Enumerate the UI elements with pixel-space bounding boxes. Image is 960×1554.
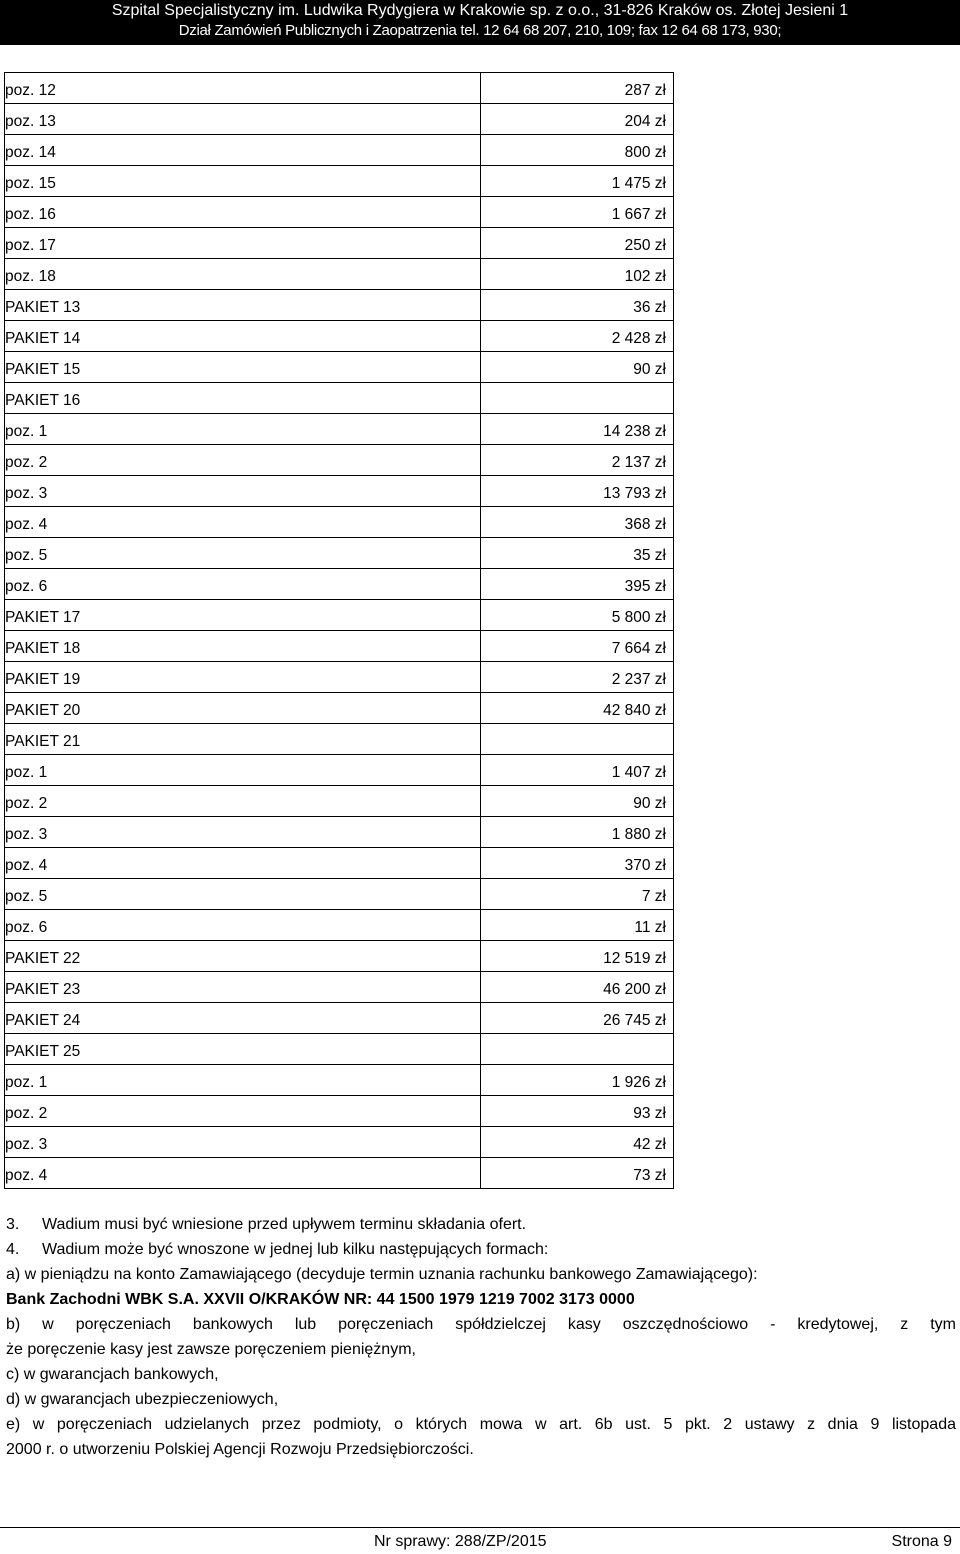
table-row (5, 631, 674, 662)
table-row (5, 104, 674, 135)
row-label-cell (5, 786, 481, 817)
row-label: PAKIET 23 (5, 981, 81, 998)
row-label: PAKIET 18 (5, 640, 81, 657)
item-e-line-1: e) w poręczeniach udzielanych przez podmioty, o których mowa w art. 6b ust. 5 pkt. 2 ustawy z dnia 9 listopada (6, 1416, 956, 1433)
row-label-cell (5, 941, 481, 972)
row-label-cell (5, 445, 481, 476)
row-label: poz. 18 (5, 268, 56, 285)
row-value: 5 800 zł (611, 609, 666, 626)
row-value-cell (481, 724, 674, 755)
row-value-cell (481, 1034, 674, 1065)
item-c: c) w gwarancjach bankowych, (6, 1366, 219, 1383)
row-label-cell (5, 693, 481, 724)
row-label: poz. 14 (5, 144, 56, 161)
row-value-cell (481, 73, 674, 104)
row-label-cell (5, 631, 481, 662)
row-value-cell (481, 290, 674, 321)
row-value: 14 238 zł (603, 423, 666, 440)
table-row (5, 786, 674, 817)
row-value-cell (481, 321, 674, 352)
table-row (5, 879, 674, 910)
table-row (5, 569, 674, 600)
row-value: 370 zł (624, 857, 666, 874)
row-value: 2 137 zł (611, 454, 666, 471)
table-row (5, 1034, 674, 1065)
row-label-cell (5, 73, 481, 104)
row-label: PAKIET 25 (5, 1043, 81, 1060)
table-row (5, 507, 674, 538)
row-value-cell (481, 786, 674, 817)
row-value-cell (481, 538, 674, 569)
row-label: poz. 17 (5, 237, 56, 254)
row-value-cell (481, 445, 674, 476)
table-row (5, 166, 674, 197)
row-label: poz. 15 (5, 175, 56, 192)
row-label-cell (5, 724, 481, 755)
row-value-cell (481, 662, 674, 693)
row-value-cell (481, 1127, 674, 1158)
row-label: poz. 2 (5, 454, 48, 471)
header-line-2: Dział Zamówień Publicznych i Zaopatrzenia tel. 12 64 68 207, 210, 109; fax 12 64 68 173, 930; (178, 22, 782, 39)
row-label-cell (5, 228, 481, 259)
row-value: 26 745 zł (603, 1012, 666, 1029)
row-value: 90 zł (633, 361, 666, 378)
table-row (5, 352, 674, 383)
row-value-cell (481, 910, 674, 941)
row-value-cell (481, 352, 674, 383)
table-row (5, 755, 674, 786)
row-label-cell (5, 910, 481, 941)
row-value: 800 zł (624, 144, 666, 161)
row-value: 1 667 zł (611, 206, 666, 223)
row-label: PAKIET 16 (5, 392, 81, 409)
row-label: PAKIET 19 (5, 671, 81, 688)
row-label: PAKIET 13 (5, 299, 81, 316)
table-row (5, 383, 674, 414)
row-value: 2 237 zł (611, 671, 666, 688)
wadium-table (4, 72, 674, 1189)
row-value: 204 zł (624, 113, 666, 130)
row-value-cell (481, 414, 674, 445)
table-row (5, 476, 674, 507)
row-value-cell (481, 693, 674, 724)
row-label-cell (5, 104, 481, 135)
row-value: 36 zł (633, 299, 666, 316)
row-value: 42 840 zł (603, 702, 666, 719)
row-value-cell (481, 507, 674, 538)
row-value: 7 664 zł (611, 640, 666, 657)
row-value-cell (481, 1158, 674, 1189)
table-row (5, 941, 674, 972)
row-label-cell (5, 879, 481, 910)
page-footer (0, 1527, 960, 1554)
row-label-cell (5, 476, 481, 507)
row-label: poz. 4 (5, 1167, 48, 1184)
row-value: 368 zł (624, 516, 666, 533)
table-row (5, 414, 674, 445)
row-value-cell (481, 228, 674, 259)
table-row (5, 1096, 674, 1127)
row-value: 2 428 zł (611, 330, 666, 347)
row-value: 46 200 zł (603, 981, 666, 998)
row-label: PAKIET 17 (5, 609, 81, 626)
item-b-line-1: b) w poręczeniach bankowych lub poręczeniach spółdzielczej kasy oszczędnościowo - kredytowej, z tym (6, 1316, 956, 1333)
row-label-cell (5, 1065, 481, 1096)
table-row (5, 135, 674, 166)
table-row (5, 848, 674, 879)
row-value: 35 zł (633, 547, 666, 564)
body-text (6, 1212, 956, 1462)
row-label: poz. 4 (5, 516, 48, 533)
row-label-cell (5, 600, 481, 631)
row-label: PAKIET 21 (5, 733, 81, 750)
row-label-cell (5, 1096, 481, 1127)
table-row (5, 693, 674, 724)
table-row (5, 910, 674, 941)
row-value: 93 zł (633, 1105, 666, 1122)
table-row (5, 228, 674, 259)
row-label: poz. 1 (5, 764, 48, 781)
row-value: 90 zł (633, 795, 666, 812)
row-label-cell (5, 817, 481, 848)
row-label: PAKIET 15 (5, 361, 81, 378)
row-label-cell (5, 569, 481, 600)
row-label: poz. 1 (5, 423, 48, 440)
row-label: poz. 3 (5, 826, 48, 843)
row-value: 7 zł (641, 888, 666, 905)
row-label: poz. 3 (5, 485, 48, 502)
item-3: 3. Wadium musi być wniesione przed upływem terminu składania ofert. (6, 1216, 527, 1233)
table-row (5, 290, 674, 321)
row-label: poz. 5 (5, 547, 48, 564)
case-number: Nr sprawy: 288/ZP/2015 (374, 1533, 547, 1550)
row-value: 11 zł (634, 919, 666, 936)
row-label: PAKIET 14 (5, 330, 81, 347)
row-label-cell (5, 321, 481, 352)
row-label: poz. 4 (5, 857, 48, 874)
row-label: poz. 2 (5, 795, 48, 812)
row-label: poz. 2 (5, 1105, 48, 1122)
table-row (5, 600, 674, 631)
row-label: poz. 5 (5, 888, 48, 905)
item-a: a) w pieniądzu na konto Zamawiającego (decyduje termin uznania rachunku bankowego Zamawiającego): (6, 1266, 758, 1283)
row-label: poz. 6 (5, 919, 48, 936)
row-label-cell (5, 352, 481, 383)
table-row (5, 1065, 674, 1096)
row-label-cell (5, 848, 481, 879)
row-label: poz. 12 (5, 82, 56, 99)
table-row (5, 259, 674, 290)
row-value-cell (481, 569, 674, 600)
row-value: 287 zł (624, 82, 666, 99)
table-row (5, 662, 674, 693)
row-label-cell (5, 290, 481, 321)
row-value-cell (481, 941, 674, 972)
table-row (5, 197, 674, 228)
row-label-cell (5, 259, 481, 290)
row-value: 250 zł (624, 237, 666, 254)
row-label-cell (5, 1034, 481, 1065)
row-label: poz. 16 (5, 206, 56, 223)
table-row (5, 724, 674, 755)
row-value: 102 zł (624, 268, 666, 285)
row-value: 73 zł (633, 1167, 666, 1184)
table-row (5, 972, 674, 1003)
row-value-cell (481, 848, 674, 879)
row-label-cell (5, 1003, 481, 1034)
item-d: d) w gwarancjach ubezpieczeniowych, (6, 1391, 279, 1408)
table-row (5, 1127, 674, 1158)
row-value: 1 475 zł (611, 175, 666, 192)
table-row (5, 445, 674, 476)
row-label-cell (5, 1158, 481, 1189)
table-row (5, 1158, 674, 1189)
row-label-cell (5, 383, 481, 414)
row-value: 13 793 zł (603, 485, 666, 502)
table-row (5, 817, 674, 848)
row-label: poz. 3 (5, 1136, 48, 1153)
row-label-cell (5, 414, 481, 445)
row-label-cell (5, 197, 481, 228)
row-label-cell (5, 166, 481, 197)
header-line-1: Szpital Specjalistyczny im. Ludwika Rydygiera w Krakowie sp. z o.o., 31-826 Kraków os. Złotej Jesieni 1 (111, 2, 849, 19)
page-number: Strona 9 (891, 1533, 952, 1550)
row-label: poz. 1 (5, 1074, 48, 1091)
row-label: poz. 13 (5, 113, 56, 130)
item-b-line-2: że poręczenie kasy jest zawsze poręczeniem pieniężnym, (6, 1341, 416, 1358)
item-e-line-2: 2000 r. o utworzeniu Polskiej Agencji Rozwoju Przedsiębiorczości. (6, 1441, 474, 1458)
row-label: PAKIET 20 (5, 702, 81, 719)
row-value-cell (481, 197, 674, 228)
row-value-cell (481, 135, 674, 166)
bank-account: Bank Zachodni WBK S.A. XXVII O/KRAKÓW NR: 44 1500 1979 1219 7002 3173 0000 (6, 1291, 635, 1308)
row-value-cell (481, 600, 674, 631)
table-row (5, 1003, 674, 1034)
row-value-cell (481, 259, 674, 290)
row-value-cell (481, 383, 674, 414)
row-label: PAKIET 22 (5, 950, 81, 967)
row-label: PAKIET 24 (5, 1012, 81, 1029)
row-value-cell (481, 1003, 674, 1034)
row-value-cell (481, 1065, 674, 1096)
row-value: 42 zł (633, 1136, 666, 1153)
row-value-cell (481, 755, 674, 786)
row-label: poz. 6 (5, 578, 48, 595)
row-label-cell (5, 662, 481, 693)
row-value-cell (481, 166, 674, 197)
row-value-cell (481, 879, 674, 910)
row-value-cell (481, 1096, 674, 1127)
row-value: 1 407 zł (611, 764, 666, 781)
row-value-cell (481, 817, 674, 848)
row-value-cell (481, 476, 674, 507)
row-value: 1 926 zł (611, 1074, 666, 1091)
page-header (0, 0, 960, 45)
row-label-cell (5, 538, 481, 569)
row-label-cell (5, 507, 481, 538)
row-label-cell (5, 755, 481, 786)
row-value: 395 zł (624, 578, 666, 595)
item-4: 4. Wadium może być wnoszone w jednej lub kilku następujących formach: (6, 1241, 549, 1258)
row-label-cell (5, 1127, 481, 1158)
table-row (5, 538, 674, 569)
row-value-cell (481, 104, 674, 135)
row-value-cell (481, 631, 674, 662)
row-label-cell (5, 135, 481, 166)
table-row (5, 321, 674, 352)
row-label-cell (5, 972, 481, 1003)
row-value-cell (481, 972, 674, 1003)
row-value: 12 519 zł (603, 950, 666, 967)
table-row (5, 73, 674, 104)
row-value: 1 880 zł (611, 826, 666, 843)
